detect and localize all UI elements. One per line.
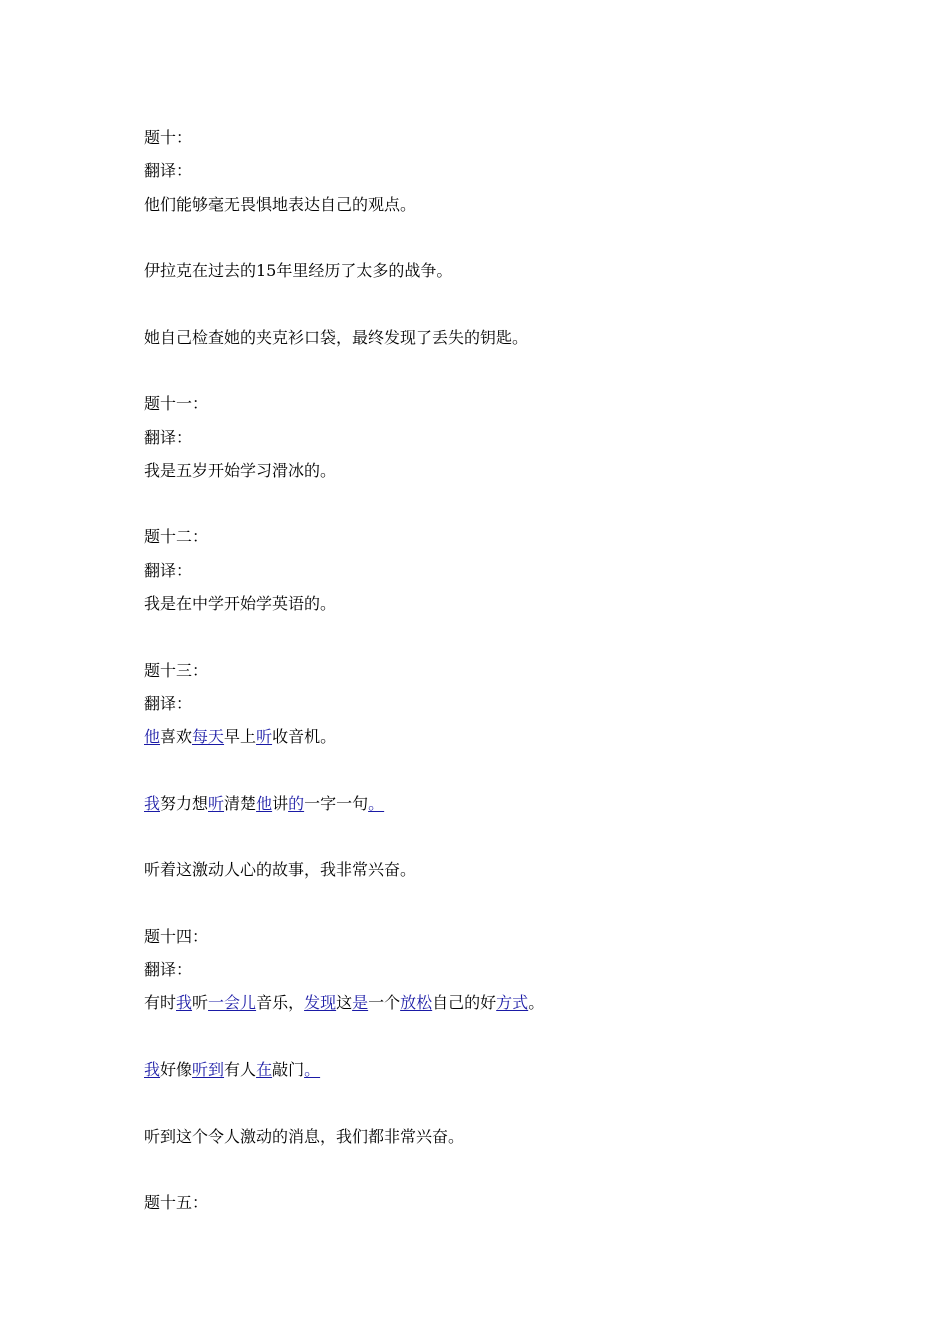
heading-q14 <box>144 927 208 947</box>
text-line <box>144 1127 464 1147</box>
text-segment: 音乐， <box>256 993 305 1012</box>
text-segment: 好像 <box>160 1060 193 1079</box>
text-segment: 收音机。 <box>272 727 337 746</box>
text-segment: 题十三： <box>144 661 209 680</box>
text-line <box>144 794 384 814</box>
word-link[interactable]: 放松 <box>400 993 433 1012</box>
text-segment: 题十： <box>144 128 193 147</box>
translate-label <box>144 161 192 181</box>
text-segment: 题十二： <box>144 527 209 546</box>
text-segment: 伊拉克在过去的15年里经历了太多的战争。 <box>144 261 453 280</box>
heading-q15 <box>144 1193 208 1213</box>
word-link[interactable]: 方式 <box>496 993 529 1012</box>
text-line <box>144 461 336 481</box>
heading-q10 <box>144 128 192 148</box>
word-link[interactable]: 发现 <box>304 993 337 1012</box>
text-segment: 喜欢 <box>160 727 193 746</box>
text-segment: 清楚 <box>224 794 257 813</box>
text-segment: 听到这个令人激动的消息，我们都非常兴奋。 <box>144 1127 465 1146</box>
heading-q13 <box>144 661 208 681</box>
text-segment: 有人 <box>224 1060 257 1079</box>
word-link[interactable]: 听 <box>256 727 273 746</box>
word-link[interactable]: 听到 <box>192 1060 225 1079</box>
text-line <box>144 727 336 747</box>
text-segment: 早上 <box>224 727 257 746</box>
text-line <box>144 195 416 215</box>
word-link[interactable]: 的 <box>288 794 305 813</box>
heading-q11 <box>144 394 208 414</box>
word-link[interactable]: 。 <box>368 794 385 813</box>
translate-label <box>144 428 192 448</box>
word-link[interactable]: 我 <box>144 794 161 813</box>
text-line <box>144 594 336 614</box>
text-segment: 翻译： <box>144 428 193 447</box>
text-segment: 一个 <box>368 993 401 1012</box>
text-segment: 题十五： <box>144 1193 209 1212</box>
text-segment: 题十一： <box>144 394 209 413</box>
text-segment: 他们能够毫无畏惧地表达自己的观点。 <box>144 195 417 214</box>
text-segment: 一字一句 <box>304 794 369 813</box>
text-segment: 翻译： <box>144 960 193 979</box>
word-link[interactable]: 是 <box>352 993 369 1012</box>
word-link[interactable]: 。 <box>304 1060 321 1079</box>
text-segment: 自己的好 <box>432 993 497 1012</box>
word-link[interactable]: 听 <box>208 794 225 813</box>
text-segment: 翻译： <box>144 161 193 180</box>
text-segment: 讲 <box>272 794 289 813</box>
text-line <box>144 1060 320 1080</box>
text-segment: 翻译： <box>144 561 193 580</box>
word-link[interactable]: 我 <box>176 993 193 1012</box>
text-segment: 她自己检查她的夹克衫口袋，最终发现了丢失的钥匙。 <box>144 328 529 347</box>
text-segment: 题十四： <box>144 927 209 946</box>
text-segment: 我是在中学开始学英语的。 <box>144 594 337 613</box>
text-segment: 翻译： <box>144 694 193 713</box>
text-segment: 敲门 <box>272 1060 305 1079</box>
word-link[interactable]: 他 <box>256 794 273 813</box>
text-line <box>144 860 416 880</box>
translate-label <box>144 960 192 980</box>
text-segment: 听 <box>192 993 209 1012</box>
word-link[interactable]: 一会儿 <box>208 993 257 1012</box>
text-segment: 有时 <box>144 993 177 1012</box>
text-segment: 这 <box>336 993 353 1012</box>
text-segment: 。 <box>528 993 545 1012</box>
word-link[interactable]: 在 <box>256 1060 273 1079</box>
translate-label <box>144 561 192 581</box>
translate-label <box>144 694 192 714</box>
text-line <box>144 261 452 281</box>
word-link[interactable]: 每天 <box>192 727 225 746</box>
word-link[interactable]: 我 <box>144 1060 161 1079</box>
word-link[interactable]: 他 <box>144 727 161 746</box>
text-segment: 努力想 <box>160 794 209 813</box>
heading-q12 <box>144 527 208 547</box>
text-segment: 我是五岁开始学习滑冰的。 <box>144 461 337 480</box>
text-line <box>144 993 544 1013</box>
text-segment: 听着这激动人心的故事，我非常兴奋。 <box>144 860 417 879</box>
text-line <box>144 328 528 348</box>
